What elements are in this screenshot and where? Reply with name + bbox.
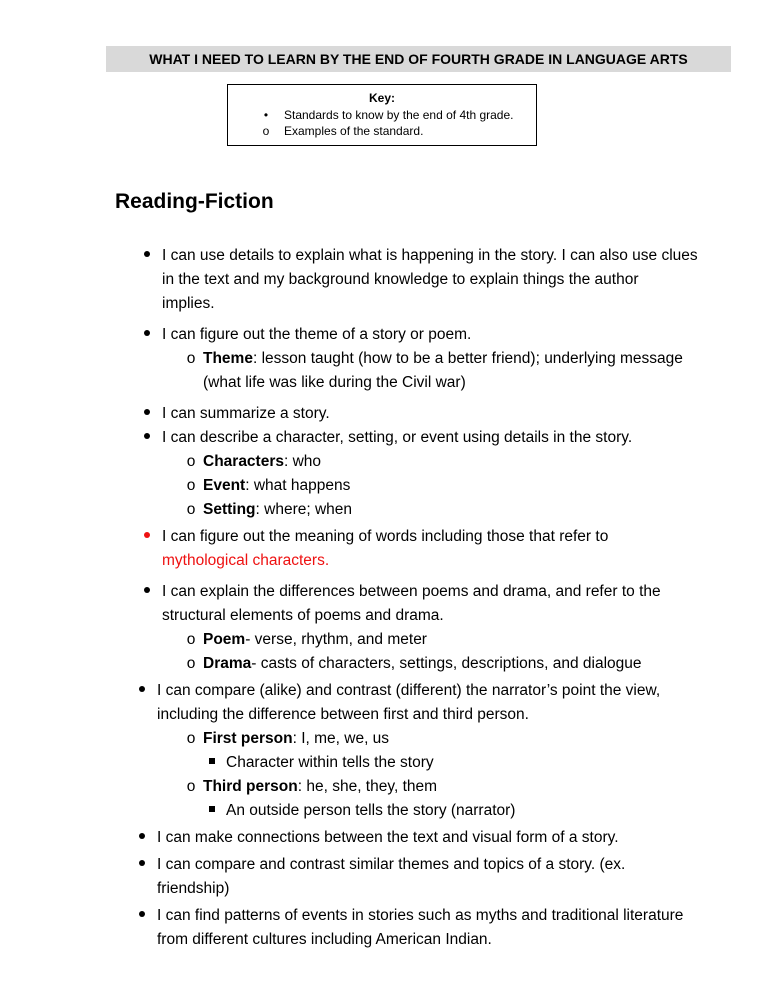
list-item [185, 652, 745, 676]
key-title: Key: [368, 91, 395, 105]
list-item [206, 799, 746, 823]
term-setting: Setting [203, 501, 256, 518]
item-details-line3: implies. [162, 295, 215, 312]
item-third-person-def: : he, she, they, them [297, 778, 438, 795]
item-themes-line2: friendship) [157, 880, 230, 897]
bullet-dot-red-icon [141, 525, 153, 549]
key-row-standards [260, 107, 528, 123]
bullet-circle-icon: o [186, 778, 196, 795]
bullet-dot-icon [136, 826, 148, 850]
item-theme: I can figure out the theme of a story or poem. [162, 326, 472, 343]
term-first-person: First person [203, 730, 293, 747]
list-item [136, 853, 746, 901]
list-item [185, 474, 745, 498]
list-item [206, 751, 746, 775]
bullet-dot-icon [136, 679, 148, 703]
bullet-circle-icon: o [186, 477, 196, 494]
item-details-line2: in the text and my background knowledge to explain things the author [162, 271, 639, 288]
list-item [141, 525, 741, 573]
section-heading: Reading-Fiction [115, 190, 274, 213]
list-item [136, 826, 746, 850]
list-item [141, 244, 741, 316]
item-patterns-line1: I can find patterns of events in stories such as myths and traditional literature [157, 907, 684, 924]
list-item [185, 727, 745, 751]
list-item [141, 402, 741, 426]
item-describe: I can describe a character, setting, or event using details in the story. [162, 429, 633, 446]
bullet-dot-icon [141, 323, 153, 347]
item-compare-line2: including the difference between first and third person. [157, 706, 529, 723]
bullet-circle-icon: o [262, 124, 270, 138]
list-item [136, 904, 751, 952]
page-title: WHAT I NEED TO LEARN BY THE END OF FOURTH GRADE IN LANGUAGE ARTS [149, 51, 688, 67]
item-compare-line1: I can compare (alike) and contrast (different) the narrator’s point the view, [157, 682, 661, 699]
item-drama-def: - casts of characters, settings, descriptions, and dialogue [251, 655, 642, 672]
item-themes-line1: I can compare and contrast similar themes and topics of a story. (ex. [157, 856, 626, 873]
list-item [185, 450, 745, 474]
item-poem-def: - verse, rhythm, and meter [245, 631, 427, 648]
bullet-dot-icon [141, 244, 153, 268]
item-first-sub: Character within tells the story [226, 754, 434, 771]
list-item [185, 628, 745, 652]
term-event: Event [203, 477, 246, 494]
bullet-circle-icon: o [186, 453, 196, 470]
key-row-examples [260, 123, 528, 139]
key-box [227, 84, 537, 146]
item-characters-def: : who [284, 453, 322, 470]
bullet-dot-icon [136, 904, 148, 928]
item-first-person-def: : I, me, we, us [292, 730, 390, 747]
list-item [136, 679, 746, 727]
bullet-dot-icon: • [263, 108, 269, 122]
bullet-circle-icon: o [186, 730, 196, 747]
item-meaning-line1: I can figure out the meaning of words including those that refer to [162, 528, 609, 545]
bullet-square-icon [206, 751, 218, 775]
item-connections: I can make connections between the text and visual form of a story. [157, 829, 619, 846]
item-summarize: I can summarize a story. [162, 405, 330, 422]
key-examples-text: Examples of the standard. [284, 124, 424, 138]
item-poems-line1: I can explain the differences between poems and drama, and refer to the [162, 583, 661, 600]
bullet-circle-icon: o [186, 501, 196, 518]
bullet-dot-icon [141, 580, 153, 604]
bullet-dot-icon [141, 426, 153, 450]
item-poems-line2: structural elements of poems and drama. [162, 607, 444, 624]
term-drama: Drama [203, 655, 252, 672]
list-item [141, 426, 741, 450]
list-item [141, 580, 741, 628]
item-meaning-line2: mythological characters. [162, 552, 330, 569]
bullet-dot-icon [136, 853, 148, 877]
list-item [185, 498, 745, 522]
list-item [141, 323, 741, 347]
item-patterns-line2: from different cultures including American Indian. [157, 931, 492, 948]
item-theme-def-line2: (what life was like during the Civil war) [203, 374, 466, 391]
item-setting-def: : where; when [255, 501, 353, 518]
term-third-person: Third person [203, 778, 298, 795]
item-event-def: : what happens [245, 477, 351, 494]
bullet-dot-icon [141, 402, 153, 426]
bullet-circle-icon: o [186, 631, 196, 648]
bullet-square-icon [206, 799, 218, 823]
bullet-circle-icon: o [186, 655, 196, 672]
page-title-banner [106, 46, 731, 72]
bullet-circle-icon: o [186, 350, 196, 367]
item-theme-def-line1: : lesson taught (how to be a better friend); underlying message [252, 350, 683, 367]
list-item [185, 775, 745, 799]
key-standards-text: Standards to know by the end of 4th grade. [284, 108, 514, 122]
list-item [185, 347, 745, 395]
term-theme: Theme [203, 350, 253, 367]
term-poem: Poem [203, 631, 246, 648]
item-details-line1: I can use details to explain what is happening in the story. I can also use clues [162, 247, 698, 264]
term-characters: Characters [203, 453, 284, 470]
item-third-sub: An outside person tells the story (narrator) [226, 802, 516, 819]
